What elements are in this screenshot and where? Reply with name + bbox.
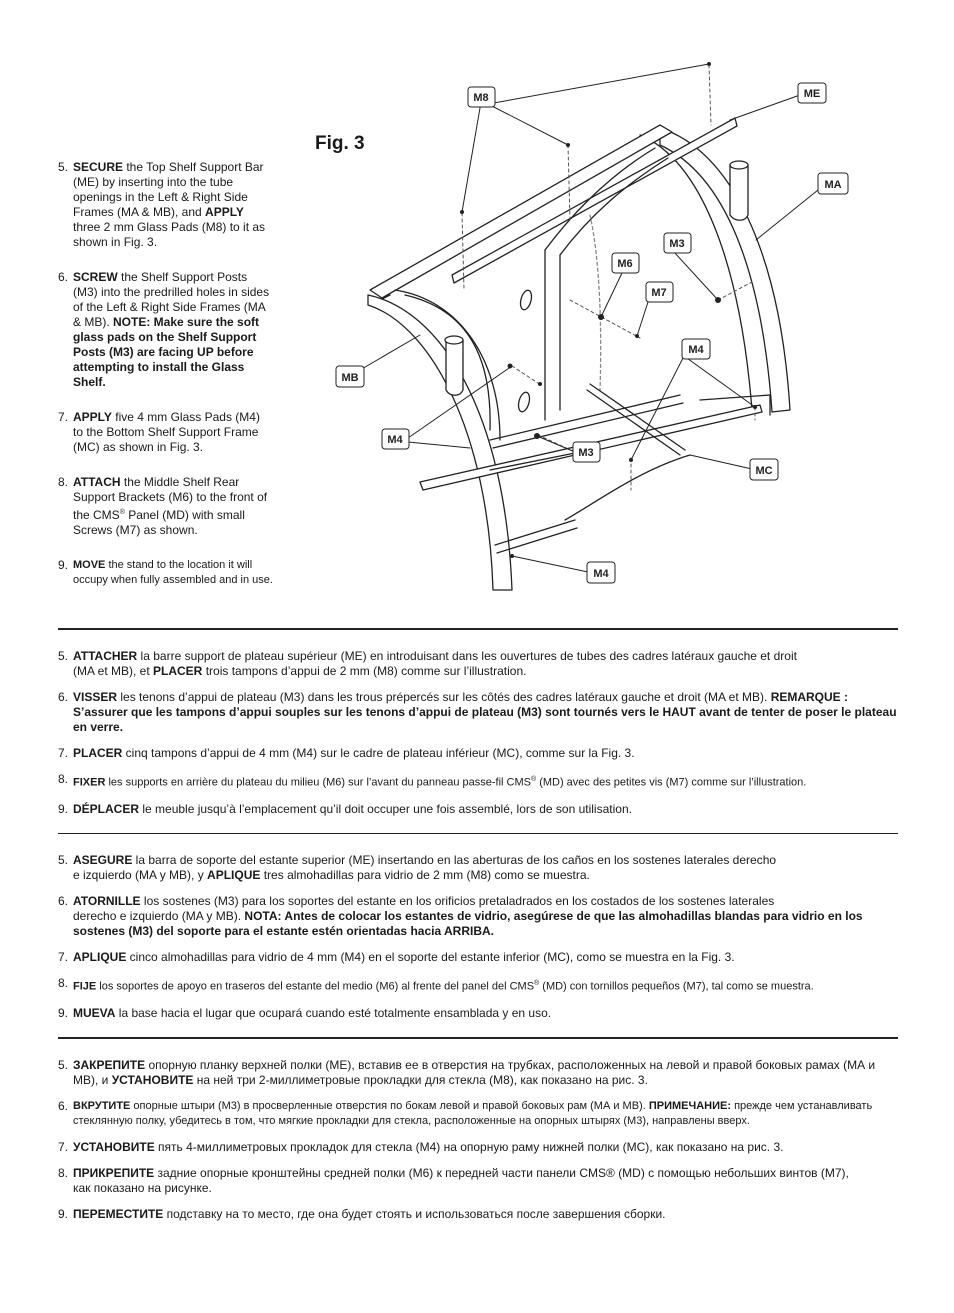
callout-mc: MC [755, 465, 773, 477]
french-instructions [58, 649, 898, 828]
section-divider [58, 628, 898, 630]
instruction-step [58, 950, 898, 965]
callout-m3-top: M3 [669, 238, 685, 250]
step-number: 8. [58, 976, 69, 990]
step-number: 6. [58, 894, 69, 908]
callout-m3-low: M3 [578, 447, 594, 459]
callout-m7: M7 [651, 287, 667, 299]
step-text: ПРИКРЕПИТЕ задние опорные кронштейны средней полки (М6) к передней части панели CMS® (MD) с помощью небольших винтов (М7), как показано на рисунке. [73, 1166, 849, 1195]
instruction-step [58, 746, 898, 761]
instruction-step [58, 772, 898, 791]
section-divider [58, 1037, 898, 1039]
callout-me: ME [803, 88, 821, 100]
step-number: 8. [58, 1166, 69, 1180]
step-text: MUEVA la base hacia el lugar que ocupará cuando esté totalmente ensamblada y en uso. [73, 1005, 552, 1020]
step-text: VISSER les tenons d’appui de plateau (M3) dans les trous prépercés sur les côtés des cadres latéraux gauche et droit (MA et MB). REMARQUE : S’assurer que les tampons d’appui souples sur les tenons d’appui de plateau (M3) sont tournés vers le HAUT avant de tenter de poser le plateau en verre. [73, 690, 897, 734]
step-number: 7. [58, 950, 69, 964]
step-text: APPLY five 4 mm Glass Pads (M4) to the Bottom Shelf Support Frame (MC) as shown in Fig. 3. [73, 410, 260, 454]
step-number: 8. [58, 772, 69, 786]
step-number: 7. [58, 1140, 69, 1154]
step-text: MOVE the stand to the location it will occupy when fully assembled and in use. [73, 559, 273, 586]
section-divider [58, 833, 898, 834]
step-number: 9. [58, 1207, 69, 1221]
step-text: ВКРУТИТЕ опорные штыри (М3) в просверленные отверстия по бокам левой и правой боковых рам (МА и МВ). ПРИМЕЧАНИЕ: прежде чем устанавливать стеклянную полку, убедитесь в том, что мягкие прокладки для стекла, расположенные на опорных штырях (М3), направлены вверх. [73, 1100, 873, 1127]
step-text: ATTACH the Middle Shelf Rear Support Brackets (M6) to the front of the CMS® Panel (MD) with small Screws (M7) as shown. [73, 475, 268, 537]
step-text: APLIQUE cinco almohadillas para vidrio de 4 mm (M4) en el soporte del estante inferior (MC), como se muestra en la Fig. 3. [73, 950, 735, 964]
step-text: ATORNILLE los sostenes (M3) para los soportes del estante en los orificios pretaladrados en los costados de los sostenes laterales derecho e izquierdo (MA y MB). NOTA: Antes de colocar los estantes de vidrio, asegúrese de que las almohadillas blandas para vidrio en los sostenes (M3) del soporte para el estante estén orientadas hacia ARRIBA. [73, 894, 863, 938]
callout-m8: M8 [473, 92, 489, 104]
spanish-instructions [58, 853, 898, 1032]
instruction-step [58, 894, 898, 939]
step-number: 6. [58, 690, 69, 704]
step-text: PLACER cinq tampons d’appui de 4 mm (M4) sur le cadre de plateau inférieur (MC), comme sur la Fig. 3. [73, 746, 635, 760]
step-number: 9. [58, 558, 69, 572]
step-number: 8. [58, 475, 69, 489]
callout-m4-bottom: M4 [593, 568, 609, 580]
step-number: 5. [58, 1058, 69, 1072]
step-text: ATTACHER la barre support de plateau supérieur (ME) en introduisant dans les ouvertures de tubes des cadres latéraux gauche et droit (MA et MB), et PLACER trois tampons d’appui de 2 mm (M8) comme sur l’illustration. [73, 649, 797, 678]
step-text: DÉPLACER le meuble jusqu’à l’emplacement qu’il doit occuper une fois assemblé, lors de son utilisation. [73, 801, 632, 816]
instruction-step [58, 1140, 898, 1155]
step-number: 5. [58, 853, 69, 867]
step-number: 7. [58, 410, 69, 424]
instruction-step [58, 976, 898, 995]
step-text: SCREW the Shelf Support Posts (M3) into the predrilled holes in sides of the Left & Right Side Frames (MA & MB). NOTE: Make sure the soft glass pads on the Shelf Support Posts (M3) are facing UP before attempting to install the Glass Shelf. [73, 270, 270, 389]
step-text: SECURE the Top Shelf Support Bar (ME) by inserting into the tube openings in the Left & Right Side Frames (MA & MB), and APPLY three 2 mm Glass Pads (M8) to it as shown in Fig. 3. [73, 160, 266, 249]
callout-m4-mid: M4 [688, 344, 704, 356]
step-text: ASEGURE la barra de soporte del estante superior (ME) insertando en las aberturas de los caños en los sostenes laterales derecho e izquierdo (MA y MB), y APLIQUE tres almohadillas para vidrio de 2 mm (M8) como se muestra. [73, 853, 777, 882]
callout-m4-left: M4 [387, 434, 403, 446]
russian-instructions [58, 1058, 898, 1233]
step-number: 5. [58, 649, 69, 663]
step-number: 9. [58, 1005, 69, 1020]
step-number: 6. [58, 1099, 69, 1113]
callout-mb: MB [341, 372, 359, 384]
step-number: 5. [58, 160, 69, 174]
instruction-step [58, 1058, 898, 1088]
step-text: ПЕРЕМЕСТИТЕ подставку на то место, где она будет стоять и использоваться после завершения сборки. [73, 1207, 666, 1221]
instruction-step [58, 1207, 898, 1222]
instruction-step [58, 649, 898, 679]
instruction-step [58, 802, 898, 817]
step-number: 9. [58, 801, 69, 816]
assembly-diagram [0, 0, 954, 640]
instruction-step [58, 1099, 898, 1129]
callout-ma: MA [824, 179, 842, 191]
figure-title: Fig. 3 [315, 133, 365, 154]
step-number: 6. [58, 270, 69, 284]
step-text: УСТАНОВИТЕ пять 4-миллиметровых прокладок для стекла (М4) на опорную раму нижней полки (МС), как показано на рис. 3. [73, 1140, 784, 1154]
step-text: FIXER les supports en arrière du plateau du milieu (M6) sur l’avant du panneau passe-fil CMS® (MD) avec des petites vis (M7) comme sur l’illustration. [73, 776, 807, 789]
instruction-step [58, 1166, 898, 1196]
callout-m6: M6 [617, 258, 633, 270]
step-text: FIJE los soportes de apoyo en traseros del estante del medio (M6) al frente del panel del CMS® (MD) con tornillos pequeños (M7), tal como se muestra. [73, 980, 814, 993]
right-side-frame [660, 128, 790, 412]
instruction-step [58, 690, 898, 735]
instruction-step [58, 1006, 898, 1021]
step-text: ЗАКРЕПИТЕ опорную планку верхней полки (МЕ), вставив ее в отверстия на трубках, расположенных на левой и правой боковых рамах (МА и МВ), и УСТАНОВИТЕ на ней три 2-миллиметровые прокладки для стекла (М8), как показано на рис. 3. [73, 1058, 876, 1087]
instruction-step [58, 853, 898, 883]
step-number: 7. [58, 746, 69, 760]
